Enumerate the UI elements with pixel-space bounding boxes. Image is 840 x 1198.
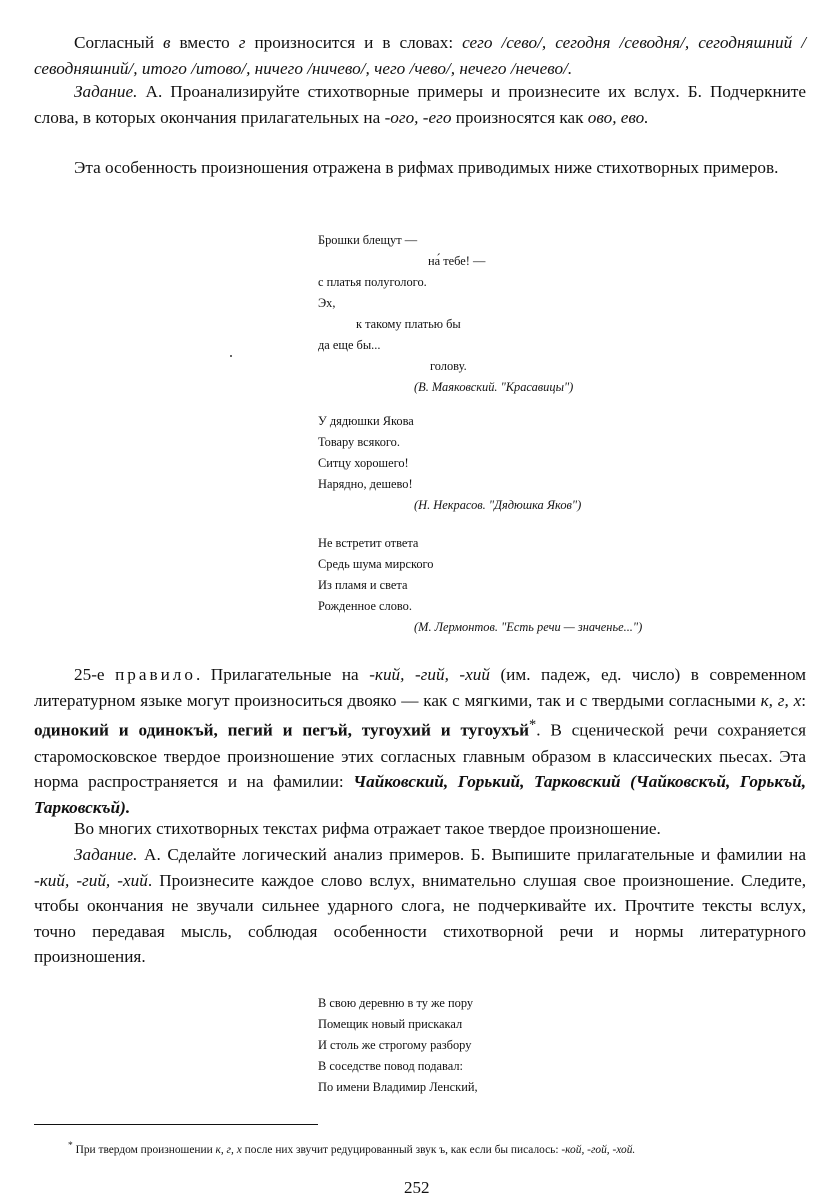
paragraph-rifma: Во многих стихотворных текстах рифма отражает такое твердое произношение. bbox=[74, 819, 661, 838]
text-run: произносится и в словах: bbox=[245, 33, 463, 52]
poem-line: Товару всякого. bbox=[318, 435, 400, 449]
surname-examples: Чайковский, Горький, Тарковский (Чайковскъй, Горькъй, Тарковскъй). bbox=[34, 772, 806, 817]
poem-line: Не встретит ответа bbox=[318, 536, 419, 550]
poem-line: По имени Владимир Ленский, bbox=[318, 1080, 478, 1094]
poem-mayakovsky bbox=[318, 230, 573, 398]
poem-line: Ситцу хорошего! bbox=[318, 456, 409, 470]
text-run: А. Проанализируйте стихотворные примеры и произнесите их вслух. Б. Подчеркните слова, в которых окончания прилагательных на bbox=[34, 82, 806, 127]
poem-onegin bbox=[318, 993, 478, 1098]
text-run: после них звучит редуцированный звук ъ, как если бы писалось: bbox=[241, 1143, 562, 1156]
poem-line: к такому платью бы bbox=[356, 317, 461, 331]
poem-line: В соседстве повод подавал: bbox=[318, 1059, 463, 1073]
poem-nekrasov bbox=[318, 411, 581, 516]
text-run: вместо bbox=[170, 33, 239, 52]
rule-word: правило bbox=[115, 665, 196, 684]
stray-dot bbox=[230, 355, 232, 357]
poem-lermontov bbox=[318, 533, 642, 638]
page-number: 252 bbox=[404, 1178, 430, 1197]
footnote-marker: * bbox=[529, 717, 537, 734]
poem-line: Из пламя и света bbox=[318, 578, 408, 592]
word-examples: сего /сево/, сегодня /севодня/, сегодняшний /севодняшний/, итого /итово/, ничего /ничево/, чего /чево/, нечего /нечево/. bbox=[34, 33, 806, 78]
paragraph-soglasny bbox=[34, 30, 806, 81]
poem-line: на́ тебе! — bbox=[428, 254, 486, 268]
poem-line: Эх, bbox=[318, 296, 336, 310]
rule-number: 25-е bbox=[74, 665, 116, 684]
text-run-italic: -кой, -гой, -хой. bbox=[561, 1143, 636, 1156]
poem-line: Нарядно, дешево! bbox=[318, 477, 413, 491]
text-run: Согласный bbox=[74, 33, 164, 52]
text-run-italic: -ого, -его bbox=[384, 107, 452, 127]
poem-line: да еще бы... bbox=[318, 338, 381, 352]
text-run: : bbox=[801, 690, 806, 710]
poem-attribution: (М. Лермонтов. "Есть речи — значенье...") bbox=[414, 620, 643, 634]
task-label: Задание. bbox=[74, 82, 138, 101]
text-run-italic: ово, ево. bbox=[587, 107, 649, 127]
poem-attribution: (Н. Некрасов. "Дядюшка Яков") bbox=[414, 498, 582, 512]
paragraph-rule-25 bbox=[34, 662, 806, 820]
poem-line: Помещик новый прискакал bbox=[318, 1017, 463, 1031]
poem-line: В свою деревню в ту же пору bbox=[318, 996, 474, 1010]
poem-line: И столь же строгому разбору bbox=[318, 1038, 472, 1052]
poem-line: Средь шума мирского bbox=[318, 557, 434, 571]
footnote-star: * bbox=[68, 1141, 73, 1151]
poem-line: Брошки блещут — bbox=[318, 233, 418, 247]
text-run: произносятся как bbox=[451, 107, 588, 127]
footnote bbox=[34, 1136, 806, 1160]
text-run-italic: к, г, х bbox=[215, 1143, 242, 1156]
text-run-italic: г bbox=[238, 33, 246, 52]
text-run-italic: -кий, -гий, -хий bbox=[34, 870, 148, 890]
task-label: Задание. bbox=[74, 845, 138, 864]
paragraph-osobennost: Эта особенность произношения отражена в рифмах приводимых ниже стихотворных примеров. bbox=[74, 158, 779, 177]
poem-line: У дядюшки Якова bbox=[318, 414, 414, 428]
poem-attribution: (В. Маяковский. "Красавицы") bbox=[414, 380, 574, 394]
text-run: . Произнесите каждое слово вслух, внимательно слушая свое произношение. Следите, чтобы окончания не звучали сильнее ударного слога, не подчеркивайте их. Прочтите тексты вслух, точно передавая мысль, соблюдая особенности стихотворной речи и нормы литературного произношения. bbox=[34, 870, 807, 967]
poem-line: Рожденное слово. bbox=[318, 599, 412, 613]
text-run: (им. падеж, ед. число) в современном литературном языке могут произноситься двояко — как с мягкими, так и с твердыми согласными bbox=[34, 665, 807, 710]
text-run-italic: к, г, х bbox=[760, 690, 802, 710]
paragraph-zadanie-1 bbox=[34, 79, 806, 130]
footnote-divider bbox=[34, 1124, 318, 1125]
text-run-italic: в bbox=[163, 33, 171, 52]
text-run-italic: -кий, -гий, -хий bbox=[369, 665, 490, 684]
poem-line: голову. bbox=[430, 359, 467, 373]
paragraph-zadanie-2 bbox=[34, 842, 806, 970]
text-run: А. Сделайте логический анализ примеров. Б. Выпишите прилагательные и фамилии на bbox=[137, 845, 806, 864]
text-run: При твердом произношении bbox=[72, 1143, 216, 1156]
poem-line: с платья полуголого. bbox=[318, 275, 427, 289]
text-run: . Прилагательные на bbox=[195, 665, 370, 684]
text-run: . В сценической речи сохраняется старомосковское твердое произношение этих согласных главным образом в классических пьесах. Эта норма распространяется и на фамилии: bbox=[34, 720, 806, 792]
text-run-bold: одинокий и одинокъй, пегий и пегъй, тугоухий и тугоухъй bbox=[34, 720, 530, 740]
